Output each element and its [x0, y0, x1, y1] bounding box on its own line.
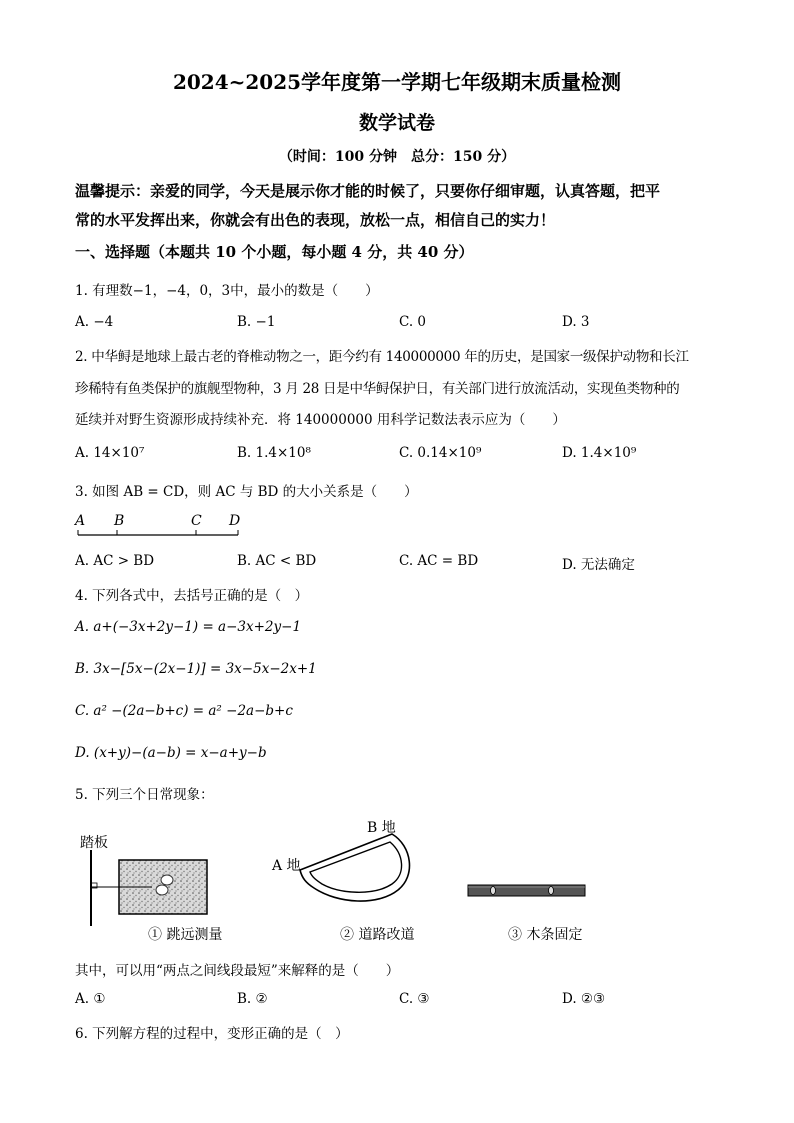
- long-jump-figure: [72, 850, 217, 926]
- q1-option-c: C. 0: [399, 314, 427, 330]
- question-3-stem: 3. 如图 AB = CD，则 AC 与 BD 的大小关系是（ ）: [75, 484, 418, 500]
- point-b-label: B 地: [367, 820, 396, 836]
- road-inner: [310, 842, 402, 892]
- caption-road-detour: ② 道路改道: [340, 927, 415, 943]
- q5-option-c: C. ③: [399, 991, 430, 1007]
- tips-line-2: 常的水平发挥出来，你就会有出色的表现，放松一点，相信自己的实力！: [75, 211, 556, 229]
- q4-option-c: C. a² −(2a−b+c) = a² −2a−b+c: [75, 703, 293, 719]
- q3-option-b: B. AC < BD: [237, 553, 317, 569]
- tips-line-1: 温馨提示：亲爱的同学，今天是展示你才能的时候了，只要你仔细审题，认真答题，把平: [75, 182, 661, 200]
- q3-option-d: D. 无法确定: [562, 557, 635, 573]
- wood-strip-figure: [466, 880, 588, 902]
- question-5-prompt: 其中，可以用“两点之间线段最短”来解释的是（ ）: [75, 963, 400, 979]
- q3-option-c: C. AC = BD: [399, 553, 479, 569]
- caption-long-jump: ① 跳远测量: [148, 927, 223, 943]
- q5-option-b: B. ②: [237, 991, 268, 1007]
- point-label-a: A: [75, 513, 86, 529]
- point-label-d: D: [229, 513, 241, 529]
- point-label-c: C: [191, 513, 202, 529]
- q2-option-d: D. 1.4×10⁹: [562, 445, 637, 461]
- q2-option-a: A. 14×10⁷: [75, 445, 145, 461]
- nail-1: [491, 887, 496, 895]
- q5-option-d: D. ②③: [562, 991, 606, 1007]
- page-subtitle: 数学试卷: [358, 112, 435, 134]
- question-6-stem: 6. 下列解方程的过程中，变形正确的是（ ）: [75, 1026, 349, 1042]
- q4-option-b: B. 3x−[5x−(2x−1)] = 3x−5x−2x+1: [75, 661, 317, 677]
- q2-option-b: B. 1.4×10⁸: [237, 445, 311, 461]
- q1-option-d: D. 3: [562, 314, 590, 330]
- caption-wood-strip: ③ 木条固定: [508, 927, 583, 943]
- question-5-stem: 5. 下列三个日常现象：: [75, 787, 214, 803]
- point-label-b: B: [114, 513, 125, 529]
- question-2-line-3: 延续并对野生资源形成持续补充．将 140000000 用科学记数法表示应为（ ）: [75, 412, 566, 428]
- section-heading: 一、选择题（本题共 10 个小题，每小题 4 分，共 40 分）: [75, 243, 474, 261]
- footprint-1: [161, 875, 173, 885]
- q1-option-b: B. −1: [237, 314, 276, 330]
- footprint-2: [156, 885, 168, 895]
- pedal-label: 踏板: [80, 835, 108, 851]
- q3-option-a: A. AC > BD: [75, 553, 155, 569]
- q1-option-a: A. −4: [75, 314, 114, 330]
- page-title: 2024~2025学年度第一学期七年级期末质量检测: [172, 70, 622, 94]
- question-2-line-1: 2. 中华鲟是地球上最古老的脊椎动物之一，距今约有 140000000 年的历史，是国家一级保护动物和长江: [75, 349, 689, 365]
- question-1-stem: 1. 有理数−1，−4，0，3中，最小的数是（ ）: [75, 283, 379, 299]
- segment-figure: [72, 510, 252, 540]
- q4-option-a: A. a+(−3x+2y−1) = a−3x+2y−1: [75, 619, 302, 635]
- question-4-stem: 4. 下列各式中，去括号正确的是（ ）: [75, 588, 309, 604]
- q4-option-d: D. (x+y)−(a−b) = x−a+y−b: [75, 745, 267, 761]
- point-a-label: A 地: [272, 858, 301, 874]
- q2-option-c: C. 0.14×10⁹: [399, 445, 482, 461]
- road-figure: [294, 828, 419, 908]
- nail-2: [549, 887, 554, 895]
- question-2-line-2: 珍稀特有鱼类保护的旗舰型物种，3 月 28 日是中华鲟保护日，有关部门进行放流活动，实现鱼类物种的: [75, 381, 680, 397]
- q5-option-a: A. ①: [75, 991, 106, 1007]
- time-info: （时间：100 分钟 总分：150 分）: [278, 149, 516, 165]
